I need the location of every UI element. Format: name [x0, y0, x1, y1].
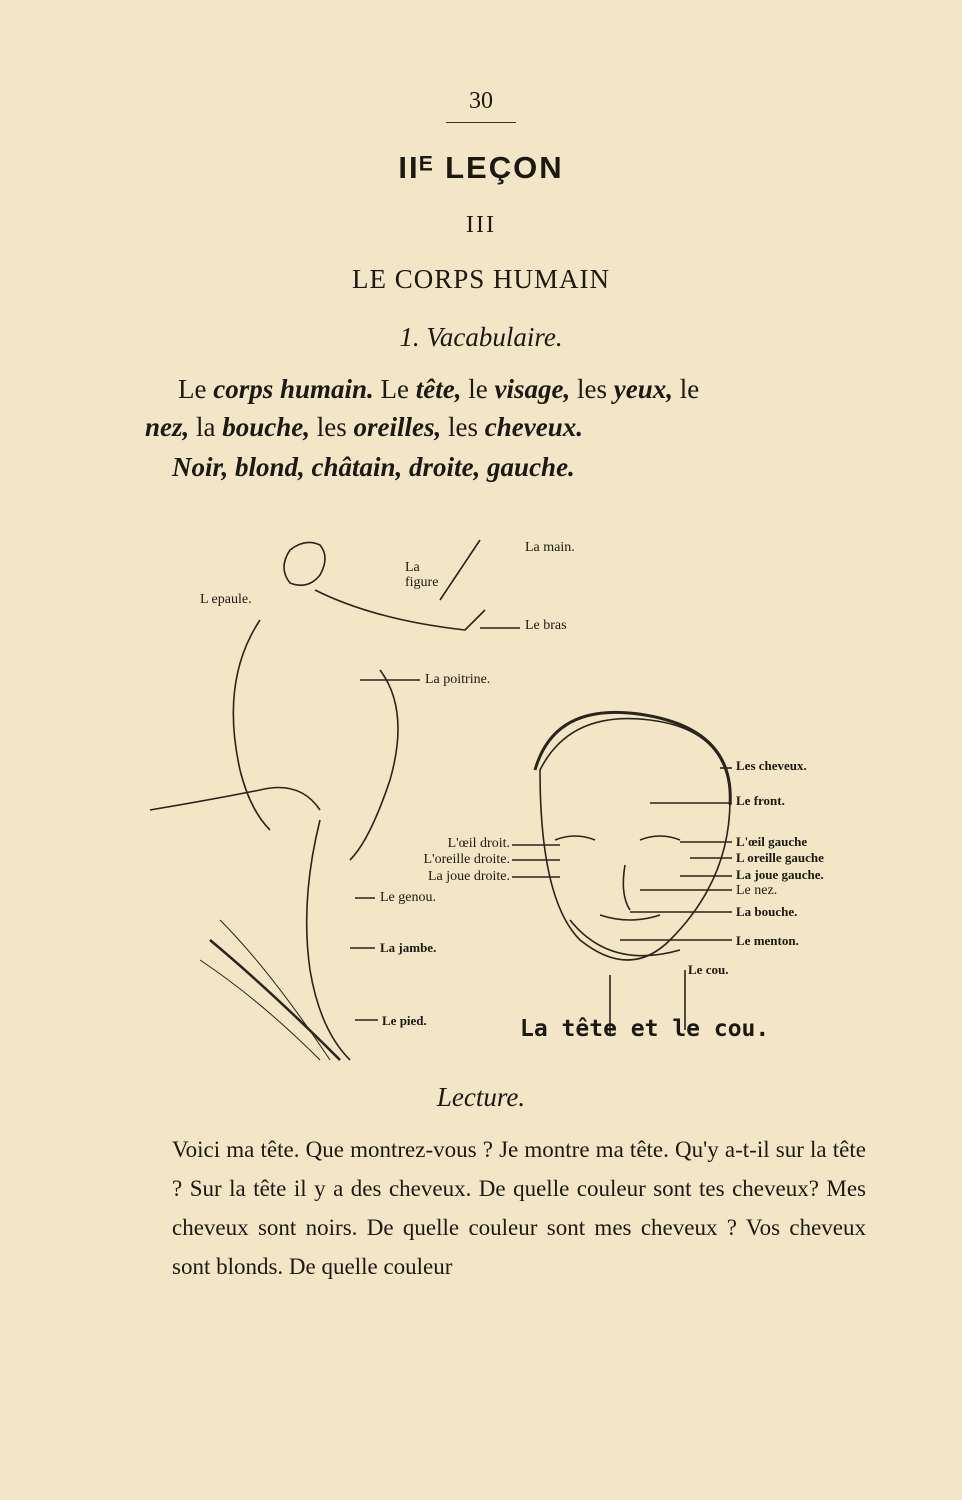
vocab-word: Noir, blond, châtain, droite, gauche.: [172, 452, 575, 482]
vocab-word: bouche,: [222, 412, 311, 442]
label-oreille-droite: L'oreille droite.: [423, 852, 510, 867]
body-illustration: [140, 520, 880, 1080]
label-menton: Le menton.: [736, 933, 799, 948]
arm-sketch: [440, 540, 480, 600]
jaw: [570, 920, 680, 956]
vocab-text: la: [189, 412, 223, 442]
vocab-word: nez,: [145, 412, 190, 442]
mouth: [600, 915, 660, 920]
figure-caption: La tête et le cou.: [520, 1016, 770, 1042]
label-main: La main.: [525, 540, 575, 555]
hair-sketch: [535, 712, 730, 805]
left-eye: [640, 836, 680, 840]
label-oeil-gauche: L'œil gauche: [736, 834, 808, 849]
label-cheveux: Les cheveux.: [736, 758, 807, 773]
label-oreille-gauche: L oreille gauche: [736, 850, 824, 865]
vocab-line-2: [145, 408, 835, 446]
vocab-word: cheveux.: [484, 412, 583, 442]
label-bouche: La bouche.: [736, 904, 798, 919]
label-front: Le front.: [736, 793, 785, 808]
vocab-line-3: [172, 448, 862, 486]
label-jambe: La jambe.: [380, 940, 437, 955]
torso-left-sketch: [233, 620, 270, 830]
right-eye: [555, 836, 595, 840]
label-joue-droite: La joue droite.: [427, 869, 510, 884]
vocab-text: le: [672, 374, 700, 404]
label-bras: Le bras: [525, 618, 567, 633]
vocab-word: oreilles,: [353, 412, 442, 442]
vocab-text: le: [461, 374, 495, 404]
shadow-hatch: [200, 960, 320, 1060]
page-number-rule: [446, 122, 516, 123]
label-epaule: L epaule.: [200, 592, 252, 607]
vocab-text: Le: [178, 374, 214, 404]
vocabulary-heading: 1. Vacabulaire.: [399, 322, 563, 352]
label-genou: Le genou.: [380, 890, 436, 905]
vocab-text: les: [570, 374, 614, 404]
vocab-text: les: [310, 412, 354, 442]
label-poitrine: La poitrine.: [425, 672, 491, 687]
vocab-word: visage,: [494, 374, 571, 404]
back-leg-sketch: [150, 788, 320, 811]
reading-heading: Lecture.: [436, 1082, 526, 1112]
vocab-word: yeux,: [613, 374, 673, 404]
nose: [623, 865, 630, 910]
label-nez: Le nez.: [736, 883, 778, 898]
label-figure: La figure: [405, 560, 439, 590]
section-title: LE CORPS HUMAIN: [351, 264, 611, 294]
torso-right-sketch: [350, 670, 398, 860]
vocab-word: tête,: [415, 374, 462, 404]
label-oeil-droit: L'œil droit.: [447, 836, 510, 851]
vocab-line-1: [178, 370, 868, 408]
label-cou: Le cou.: [688, 962, 729, 977]
label-pied: Le pied.: [382, 1013, 427, 1028]
lesson-heading: IIᴱ LEÇON: [398, 150, 564, 185]
face-outline: [540, 719, 730, 960]
vocab-text: les: [441, 412, 485, 442]
shoulder-arm-sketch: [315, 590, 485, 630]
shadow-sketch: [210, 940, 340, 1060]
head-sketch: [284, 542, 325, 585]
front-leg-sketch: [307, 820, 350, 1060]
vocab-text: Le: [373, 374, 416, 404]
label-joue-gauche: La joue gauche.: [736, 867, 824, 882]
reading-paragraph: Voici ma tête. Que montrez-vous ? Je montre ma tête. Qu'y a-t-il sur la tête ? Sur la tête il y a des cheveux. De quelle couleur sont tes cheveux? Mes cheveux sont noirs. De quelle couleur sont mes cheveux ? Vos cheveux sont blonds. De quelle couleur: [172, 1137, 866, 1279]
page-number: 30: [469, 88, 493, 114]
section-number: III: [466, 212, 496, 238]
vocab-word: corps humain.: [213, 374, 374, 404]
